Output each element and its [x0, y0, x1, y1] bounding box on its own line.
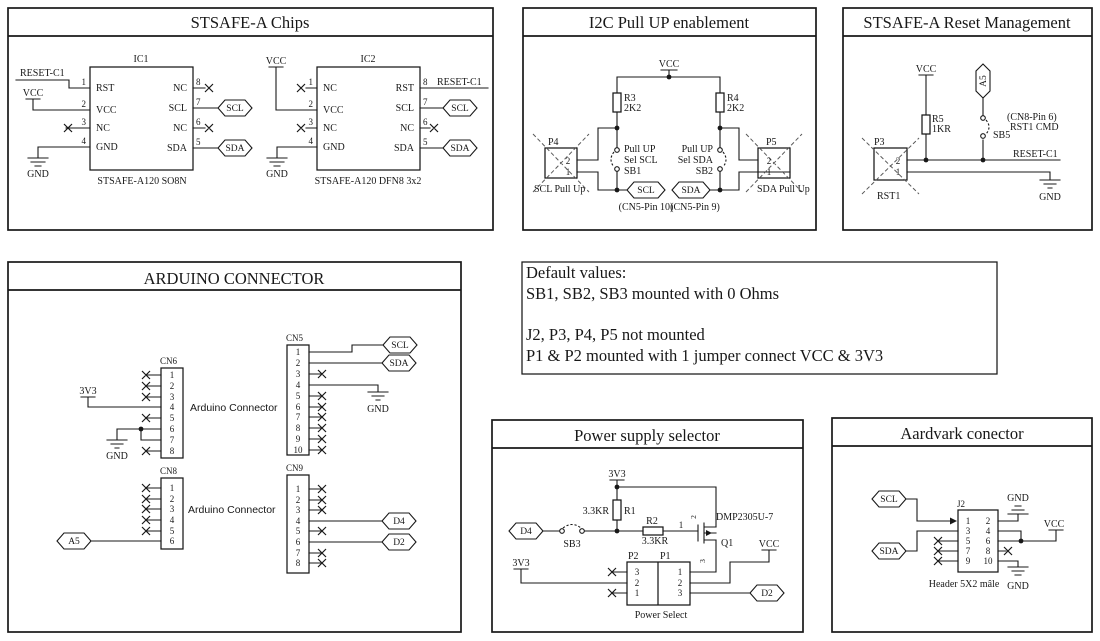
ic2-pin8-label: RST — [395, 83, 414, 94]
ic2-pin4-num: 4 — [308, 136, 313, 146]
ic2-pin6-label: NC — [400, 123, 414, 134]
cn9-pin-3: 3 — [295, 505, 301, 515]
cn8-wires — [91, 488, 161, 541]
p5-function-label: SDA Pull Up — [757, 184, 810, 195]
p3-ref: P3 — [874, 137, 885, 148]
j2-pin-7: 7 — [965, 546, 971, 556]
aardvark-block-title: Aardvark conector — [900, 424, 1024, 443]
ic1-pin8-num: 8 — [196, 77, 201, 87]
ic1-pin8-label: NC — [173, 83, 187, 94]
ic2-gnd-net: GND — [266, 169, 288, 180]
j2-pin-1: 1 — [965, 516, 971, 526]
aardvark-scl-tag-label: SCL — [880, 495, 898, 505]
ic1-pin7-num: 7 — [196, 97, 201, 107]
r2-ref: R2 — [646, 516, 658, 527]
block-arduino-connector — [8, 262, 461, 632]
cn5-pin-5: 5 — [295, 391, 301, 401]
reset-block-title: STSAFE-A Reset Management — [863, 13, 1071, 32]
p1-pin-2: 2 — [677, 578, 683, 588]
j2-pin-4: 4 — [985, 526, 991, 536]
cn5-pin-7: 7 — [295, 412, 301, 422]
ic1-pin7-label: SCL — [168, 103, 187, 114]
cn5-pin-8: 8 — [295, 423, 301, 433]
ic2-pin3-label: NC — [323, 123, 337, 134]
cn5-nc-marks — [318, 370, 326, 454]
ic1-pin6-label: NC — [173, 123, 187, 134]
p1-ref: P1 — [660, 551, 671, 562]
ic1-vcc-net: VCC — [22, 88, 44, 99]
j2-ref: J2 — [957, 499, 966, 509]
cn9-pin-6: 6 — [295, 537, 301, 547]
ic1-pin3-num: 3 — [81, 117, 86, 127]
ic1-pin5-num: 5 — [196, 137, 201, 147]
j2-pin-3: 3 — [965, 526, 971, 536]
cn5-pin-9: 9 — [295, 434, 301, 444]
r4-ref: R4 — [727, 93, 739, 104]
i2c-junction-sda — [718, 188, 723, 193]
cn9-pin-5: 5 — [295, 526, 301, 536]
cn5-ref: CN5 — [286, 333, 304, 343]
sb1-bridge-arc — [611, 152, 614, 167]
ic2-pin2-label: VCC — [323, 105, 344, 116]
i2c-scl-tag-label: SCL — [637, 186, 655, 196]
cn6-3v3-net: 3V3 — [79, 386, 97, 397]
ic2-ref: IC2 — [360, 54, 376, 65]
sb2-pad-top — [718, 148, 723, 153]
power-select-label: Power Select — [634, 610, 688, 621]
sda-pin-note: (CN5-Pin 9) — [670, 202, 720, 213]
r1-value: 3.3KR — [582, 506, 609, 517]
aardvark-vcc-junction — [1019, 539, 1024, 544]
cn5-pin-10: 10 — [293, 445, 303, 455]
sb1-ref: SB1 — [624, 166, 642, 177]
sb2-pad-bottom — [718, 167, 723, 172]
cn5-ground-symbol — [368, 392, 388, 400]
r1-resistor — [613, 500, 621, 520]
reset-junction-sb5 — [981, 158, 986, 163]
j2-header-label: Header 5X2 mâle — [928, 579, 1000, 590]
stsafe-ground-symbols — [28, 158, 287, 166]
ic1-pin4-label: GND — [96, 142, 118, 153]
cn5-gnd-net: GND — [367, 404, 389, 415]
sb2-label-1: Pull UP — [681, 144, 713, 155]
note-line-1: Default values: — [526, 263, 627, 282]
sb3-pad-right — [580, 529, 585, 534]
cn9-d4-tag-label: D4 — [393, 517, 405, 527]
cn6-nc-marks — [142, 371, 150, 455]
i2c-junction-r4 — [718, 126, 723, 131]
block-i2c-pullup — [523, 8, 816, 230]
sb5-pad-bottom — [981, 134, 986, 139]
p4-function-label: SCL Pull Up — [534, 184, 586, 195]
p2-pin-1: 1 — [634, 588, 640, 598]
j2-pin-2: 2 — [985, 516, 991, 526]
cn9-pin-7: 7 — [295, 548, 301, 558]
sb1-pad-bottom — [615, 167, 620, 172]
cn6-pin-8: 8 — [169, 446, 175, 456]
note-line-3: J2, P3, P4, P5 not mounted — [526, 325, 705, 344]
default-values-note — [522, 262, 997, 374]
cn6-pin-3: 3 — [169, 392, 175, 402]
r5-resistor — [922, 115, 930, 134]
reset-a5-tag-label: A5 — [979, 75, 989, 87]
cn9-wires — [309, 489, 382, 563]
i2c-junction-r3 — [615, 126, 620, 131]
note-line-2: SB1, SB2, SB3 mounted with 0 Ohms — [526, 284, 780, 303]
reset-net-label: RESET-C1 — [1013, 149, 1058, 160]
p2-ref: P2 — [628, 551, 639, 562]
i2c-junction-vcc — [667, 75, 672, 80]
r2-value: 3.3KR — [641, 536, 669, 547]
ic1-part: STSAFE-A120 SO8N — [97, 176, 187, 187]
cn6-gnd-junction — [139, 427, 144, 432]
cn6-ground-symbol — [107, 440, 127, 448]
r4-resistor — [716, 93, 724, 112]
cn6-function-label: Arduino Connector — [190, 402, 278, 414]
r3-resistor — [613, 93, 621, 112]
aardvark-gnd-bottom-net: GND — [1007, 581, 1029, 592]
cn6-ref: CN6 — [160, 356, 178, 366]
q1-part-number: DMP2305U-7 — [716, 512, 774, 523]
p4-pin1-num: 1 — [565, 167, 571, 177]
ic1-pin3-label: NC — [96, 123, 110, 134]
cn8-function-label: Arduino Connector — [188, 504, 276, 516]
cn8-pin-3: 3 — [169, 504, 175, 514]
cn8-pin-5: 5 — [169, 526, 175, 536]
power-block-title: Power supply selector — [574, 426, 720, 445]
reset-ground-symbol — [1040, 180, 1060, 188]
stsafe-wires — [16, 67, 488, 158]
sb5-pad-top — [981, 116, 986, 121]
i2c-sda-tag-label: SDA — [681, 186, 701, 196]
ic2-pin1-label: NC — [323, 83, 337, 94]
ic2-pin2-num: 2 — [308, 99, 313, 109]
power-junction-3v3 — [615, 485, 620, 490]
sb5-bridge-arc — [986, 120, 989, 134]
r3-value: 2K2 — [624, 103, 642, 114]
j2-pin-9: 9 — [965, 556, 971, 566]
ic1-pin1-num: 1 — [81, 77, 86, 87]
ic2-vcc-net: VCC — [265, 56, 287, 67]
ic2-pin5-label: SDA — [393, 143, 414, 154]
cn6-pin-7: 7 — [169, 435, 175, 445]
cn6-gnd-net: GND — [106, 451, 128, 462]
reset-vcc-net: VCC — [915, 64, 937, 75]
ic1-ref: IC1 — [133, 54, 149, 65]
sb1-label-1: Pull UP — [624, 144, 656, 155]
cn8-ref: CN8 — [160, 466, 178, 476]
block-stsafe-chips — [8, 8, 493, 230]
aardvark-gnd-top-net: GND — [1007, 493, 1029, 504]
arduino-block-title: ARDUINO CONNECTOR — [143, 269, 325, 288]
ic1-scl-tag-label: SCL — [226, 104, 244, 114]
power-3v3-left-net: 3V3 — [512, 558, 530, 569]
ic1-pin6-num: 6 — [196, 117, 201, 127]
reset-note-1: (CN8-Pin 6) — [1007, 112, 1057, 123]
cn8-pin-4: 4 — [169, 515, 175, 525]
q1-drain-pin-num: 3 — [698, 559, 707, 563]
ic2-pin8-num: 8 — [423, 77, 428, 87]
sb3-pad-left — [560, 529, 565, 534]
cn6-pin-1: 1 — [169, 370, 175, 380]
reset-gnd-net: GND — [1039, 192, 1061, 203]
ic2-scl-tag-label: SCL — [451, 104, 469, 114]
ic2-pin7-num: 7 — [423, 97, 428, 107]
p3-function-label: RST1 — [877, 191, 901, 202]
cn9-d2-tag-label: D2 — [393, 538, 405, 548]
ic1-reset-net: RESET-C1 — [20, 68, 65, 79]
q1-gate-pin-num: 1 — [678, 520, 684, 530]
ic2-pin6-num: 6 — [423, 117, 428, 127]
r2-resistor — [643, 527, 663, 535]
i2c-block-border — [523, 8, 816, 230]
power-junction-r1 — [615, 529, 620, 534]
cn8-a5-tag-label: A5 — [68, 537, 80, 547]
cn9-nc-marks — [318, 485, 326, 567]
cn9-pin-2: 2 — [295, 495, 301, 505]
cn6-pin-6: 6 — [169, 424, 175, 434]
ic1-sda-tag-label: SDA — [225, 144, 245, 154]
arduino-block-border — [8, 262, 461, 632]
r5-ref: R5 — [932, 114, 944, 125]
cn9-ref: CN9 — [286, 463, 304, 473]
reset-junction-r5 — [924, 158, 929, 163]
cn5-scl-tag-label: SCL — [391, 341, 409, 351]
p5-pin1-num: 1 — [766, 167, 772, 177]
q1-body-arrow — [706, 530, 712, 536]
j2-pin1-arrow — [950, 518, 957, 525]
sb2-label-2: Sel SDA — [677, 155, 713, 166]
p4-ref: P4 — [548, 137, 559, 148]
power-d2-tag-label: D2 — [761, 589, 773, 599]
q1-ref: Q1 — [721, 538, 734, 549]
note-line-4: P1 & P2 mounted with 1 jumper connect VCC & 3V3 — [526, 346, 884, 365]
ic1-pin2-num: 2 — [81, 99, 86, 109]
sb5-ref: SB5 — [993, 130, 1011, 141]
p5-pin2-num: 2 — [766, 156, 772, 166]
cn9-pin-4: 4 — [295, 516, 301, 526]
p3-pin2-num: 2 — [895, 156, 901, 166]
i2c-vcc-net: VCC — [658, 59, 680, 70]
cn6-pin-4: 4 — [169, 402, 175, 412]
ic2-pin1-num: 1 — [308, 77, 313, 87]
p2-pin-2: 2 — [634, 578, 640, 588]
p1-pin-1: 1 — [677, 567, 683, 577]
ic2-sda-tag-label: SDA — [450, 144, 470, 154]
p1-pin-3: 3 — [677, 588, 683, 598]
ic2-pin4-label: GND — [323, 142, 345, 153]
cn8-pin-2: 2 — [169, 494, 175, 504]
p4-pin2-num: 2 — [565, 156, 571, 166]
sb1-pad-top — [615, 148, 620, 153]
q1-source-pin-num: 2 — [689, 515, 698, 519]
block-reset-management — [843, 8, 1092, 230]
cn8-pin-1: 1 — [169, 483, 175, 493]
i2c-block-title: I2C Pull UP enablement — [588, 13, 750, 32]
ic2-reset-net: RESET-C1 — [437, 77, 482, 88]
r1-ref: R1 — [624, 506, 636, 517]
block-aardvark-connector — [832, 418, 1092, 632]
cn5-pin-1: 1 — [295, 347, 301, 357]
power-3v3-top-net: 3V3 — [608, 469, 626, 480]
sb2-ref: SB2 — [695, 166, 713, 177]
p3-jumper-body — [874, 148, 907, 180]
cn9-pin-1: 1 — [295, 484, 301, 494]
ic1-gnd-net: GND — [27, 169, 49, 180]
power-vcc-net: VCC — [758, 539, 780, 550]
ic1-pin5-label: SDA — [166, 143, 187, 154]
reset-note-2: RST1 CMD — [1010, 122, 1059, 133]
cn6-pin-2: 2 — [169, 381, 175, 391]
cn9-pin-8: 8 — [295, 558, 301, 568]
p3-not-mounted-cross — [862, 138, 919, 194]
ic2-part: STSAFE-A120 DFN8 3x2 — [314, 176, 422, 187]
j2-pin-8: 8 — [985, 546, 991, 556]
ic1-pin2-label: VCC — [96, 105, 117, 116]
r3-ref: R3 — [624, 93, 636, 104]
cn6-pin-5: 5 — [169, 413, 175, 423]
ic2-pin7-label: SCL — [395, 103, 414, 114]
cn8-pin-6: 6 — [169, 536, 175, 546]
r4-value: 2K2 — [727, 103, 745, 114]
sb2-bridge-arc — [723, 152, 726, 167]
sb3-bridge-arc — [563, 525, 581, 529]
j2-pin-10: 10 — [983, 556, 993, 566]
cn5-pin-2: 2 — [295, 358, 301, 368]
sb1-label-2: Sel SCL — [624, 155, 658, 166]
ic1-pin4-num: 4 — [81, 136, 86, 146]
cn5-pin-3: 3 — [295, 369, 301, 379]
i2c-junction-scl — [615, 188, 620, 193]
aardvark-vcc-net: VCC — [1043, 519, 1065, 530]
stsafe-block-title: STSAFE-A Chips — [190, 13, 310, 32]
sb3-ref: SB3 — [563, 539, 581, 550]
ic1-pin1-label: RST — [96, 83, 115, 94]
power-d4-tag-label: D4 — [520, 527, 532, 537]
cn5-pin-4: 4 — [295, 380, 301, 390]
p2-pin-3: 3 — [634, 567, 640, 577]
ic2-pin3-num: 3 — [308, 117, 313, 127]
cn5-pin-6: 6 — [295, 402, 301, 412]
ic2-pin5-num: 5 — [423, 137, 428, 147]
p3-pin1-num: 1 — [895, 167, 901, 177]
j2-pin-5: 5 — [965, 536, 971, 546]
cn5-sda-tag-label: SDA — [389, 359, 409, 369]
aardvark-sda-tag-label: SDA — [879, 547, 899, 557]
p5-ref: P5 — [766, 137, 777, 148]
scl-pin-note: (CN5-Pin 10) — [618, 202, 674, 213]
block-power-selector — [492, 420, 803, 632]
r5-value: 1KR — [932, 124, 951, 135]
stsafe-nc-marks — [64, 84, 438, 132]
j2-pin-6: 6 — [985, 536, 991, 546]
